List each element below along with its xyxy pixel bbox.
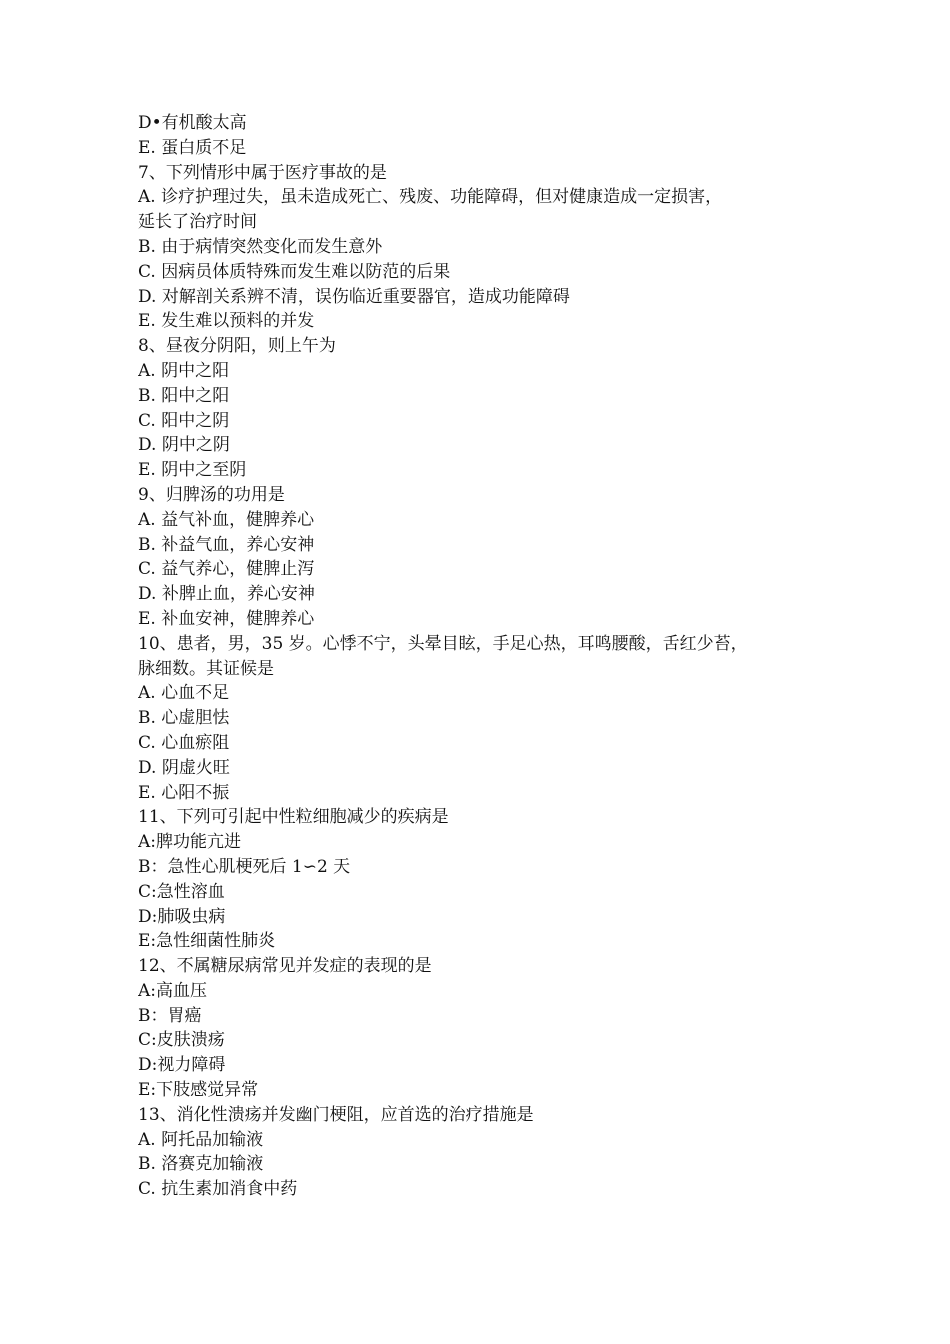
q11-option-c: C:急性溶血: [138, 881, 225, 902]
q7-option-a-cont: 延长了治疗时间: [138, 212, 257, 233]
q10-option-c: C. 心血瘀阻: [138, 732, 230, 753]
q12-option-b: B：胃癌: [138, 1005, 202, 1026]
q9-option-a: A. 益气补血，健脾养心: [138, 509, 315, 530]
q10-option-e: E. 心阳不振: [138, 782, 230, 803]
q9-option-d: D. 补脾止血，养心安神: [138, 584, 315, 605]
q7-option-c: C. 因病员体质特殊而发生难以防范的后果: [138, 261, 451, 282]
document-page: [138, 111, 818, 1202]
q12-option-c: C:皮肤溃疡: [138, 1030, 225, 1051]
q13-option-b: B. 洛赛克加输液: [138, 1154, 264, 1175]
q8-option-a: A. 阴中之阳: [138, 360, 230, 381]
q11-option-d: D:肺吸虫病: [138, 906, 226, 927]
question-9: 9、归脾汤的功用是: [138, 484, 285, 505]
q12-option-d: D:视力障碍: [138, 1055, 226, 1076]
question-11: 11、下列可引起中性粒细胞减少的疾病是: [138, 807, 449, 828]
q7-option-a: A. 诊疗护理过失，虽未造成死亡、残废、功能障碍，但对健康造成一定损害，: [138, 187, 723, 208]
q7-option-e: E. 发生难以预料的并发: [138, 311, 315, 332]
question-13: 13、消化性溃疡并发幽门梗阻，应首选的治疗措施是: [138, 1104, 534, 1125]
question-10: 10、患者，男，35 岁。心悸不宁，头晕目眩，手足心热，耳鸣腰酸，舌红少苔，: [138, 633, 748, 654]
q7-option-d: D. 对解剖关系辨不清，误伤临近重要器官，造成功能障碍: [138, 286, 570, 307]
q8-option-b: B. 阳中之阳: [138, 385, 230, 406]
q10-option-b: B. 心虚胆怯: [138, 708, 230, 729]
q8-option-c: C. 阳中之阴: [138, 410, 230, 431]
q13-option-c: C. 抗生素加消食中药: [138, 1179, 298, 1200]
q8-option-e: E. 阴中之至阴: [138, 460, 247, 481]
question-10-cont: 脉细数。其证候是: [138, 658, 274, 679]
q12-option-a: A:高血压: [138, 980, 208, 1001]
question-7: 7、下列情形中属于医疗事故的是: [138, 162, 387, 183]
q13-option-a: A. 阿托品加输液: [138, 1129, 264, 1150]
q8-option-d: D. 阴中之阴: [138, 435, 230, 456]
q12-option-e: E:下肢感觉异常: [138, 1080, 259, 1101]
q10-option-a: A. 心血不足: [138, 683, 230, 704]
text-line-option-e: E. 蛋白质不足: [138, 137, 247, 158]
q7-option-b: B. 由于病情突然变化而发生意外: [138, 236, 383, 257]
q9-option-e: E. 补血安神，健脾养心: [138, 608, 315, 629]
question-12: 12、不属糖尿病常见并发症的表现的是: [138, 956, 432, 977]
q11-option-a: A:脾功能亢进: [138, 832, 242, 853]
text-line-option-d: D•有机酸太高: [138, 113, 247, 133]
q11-option-b: B：急性心肌梗死后 1∽2 天: [138, 856, 351, 877]
q11-option-e: E:急性细菌性肺炎: [138, 931, 276, 952]
question-8: 8、昼夜分阴阳，则上午为: [138, 336, 336, 357]
q10-option-d: D. 阴虚火旺: [138, 757, 230, 778]
q9-option-b: B. 补益气血，养心安神: [138, 534, 315, 555]
q9-option-c: C. 益气养心，健脾止泻: [138, 559, 315, 580]
